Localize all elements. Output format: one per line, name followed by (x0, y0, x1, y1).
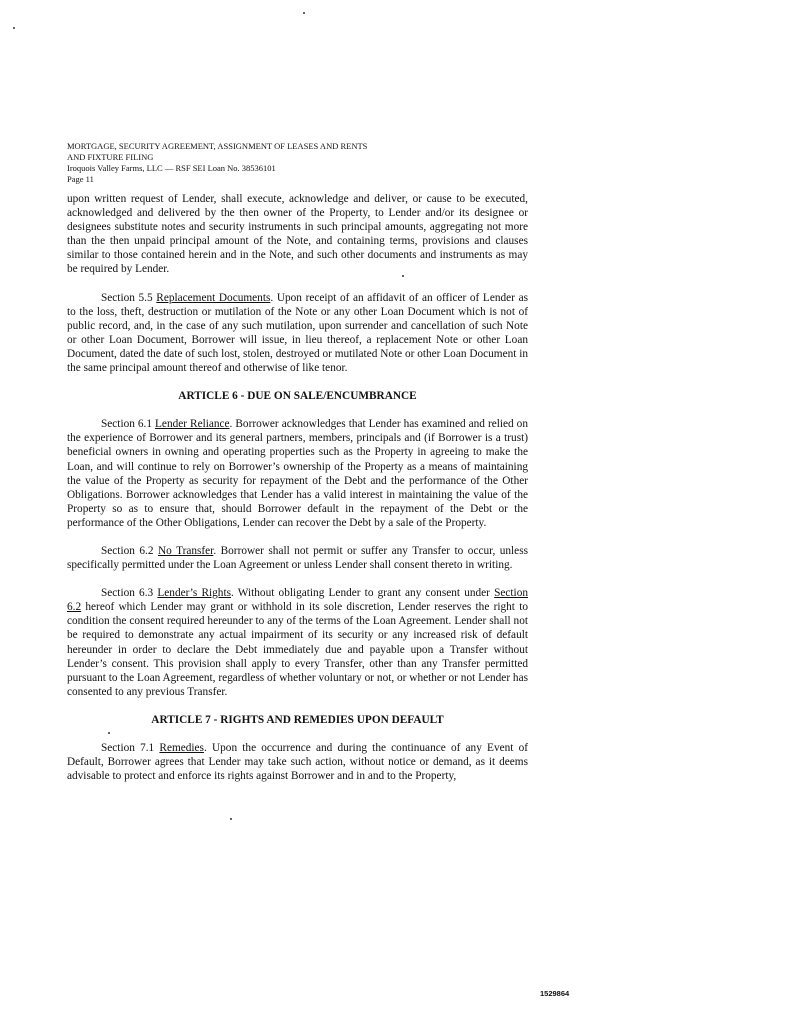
section-5-5-paragraph: Section 5.5 Replacement Documents. Upon receipt of an affidavit of an officer of Lender as to the loss, theft, destruction or mutilation of the Note or any other Loan Document which is not of public record, and, in the case of any such mutilation, upon surrender and cancellation of such Note or other Loan Document, Borrower will issue, in lieu thereof, a replacement Note or other Loan Document, dated the date of such lost, stolen, destroyed or mutilated Note or other Loan Document in the same principal amount thereof and otherwise of like tenor. (67, 291, 528, 375)
section-text: Borrower shall not permit or suffer any Transfer to occur, unless specifically permitted under the Loan Agreement or unless Lender shall consent thereto in writing. (67, 544, 528, 572)
section-text: hereof which Lender may grant or withhold in its sole discretion, Lender reserves the right to condition the consent required hereunder to any of the terms of the Loan Agreement. Lender shall not be required to demonstrate any actual impairment of its security or any increased risk of default hereunder in order to declare the Debt immediately due and payable upon a Transfer without Lender’s consent. This provision shall apply to every Transfer, other than any Transfer permitted pursuant to the Loan Agreement, regardless of whether voluntary or not, or whether or not Lender has consented to any previous Transfer. (67, 601, 528, 698)
section-6-1-paragraph: Section 6.1 Lender Reliance. Borrower acknowledges that Lender has examined and relied on the experience of Borrower and its general partners, members, principals and (if Borrower is a trust) beneficial owners in owning and operating properties such as the Property in agreeing to make the Loan, and will continue to rely on Borrower’s ownership of the Property as a means of maintaining the value of the Property as security for repayment of the Debt and the performance of the Other Obligations. Borrower acknowledges that Lender has a valid interest in maintaining the value of the Property so as to ensure that, should Borrower default in the repayment of the Debt or the performance of the Other Obligations, Lender can recover the Debt by a sale of the Property. (67, 418, 528, 529)
header-subtitle-line: AND FIXTURE FILING (67, 152, 154, 162)
section-number: Section 6.2 (101, 544, 154, 557)
scan-speck (13, 27, 15, 29)
section-title: Lender’s Rights (157, 587, 231, 600)
article-7-heading: ARTICLE 7 - RIGHTS AND REMEDIES UPON DEFAULT (151, 713, 444, 726)
article-6-heading: ARTICLE 6 - DUE ON SALE/ENCUMBRANCE (178, 390, 417, 403)
scan-speck (303, 12, 305, 14)
section-6-2-paragraph: Section 6.2 No Transfer. Borrower shall not permit or suffer any Transfer to occur, unless specifically permitted under the Loan Agreement or unless Lender shall consent thereto in writing. (67, 544, 528, 572)
document-body (67, 192, 528, 783)
section-title: Lender Reliance (155, 418, 230, 431)
document-id: 1529864 (540, 989, 570, 998)
section-6-3-paragraph: Section 6.3 Lender’s Rights. Without obligating Lender to grant any consent under Section 6.2 hereof which Lender may grant or withhold in its sole discretion, Lender reserves the right to condition the consent required hereunder to any of the terms of the Loan Agreement. Lender shall not be required to demonstrate any actual impairment of its security or any increased risk of default hereunder in order to declare the Debt immediately due and payable upon a Transfer without Lender’s consent. This provision shall apply to every Transfer, other than any Transfer permitted pursuant to the Loan Agreement, regardless of whether voluntary or not, or whether or not Lender has consented to any previous Transfer. (67, 587, 528, 698)
section-text: Borrower acknowledges that Lender has examined and relied on the experience of Borrower and its general partners, members, principals and (if Borrower is a trust) beneficial owners in owning and operating properties such as the Property in agreeing to make the Loan, and will continue to rely on Borrower’s ownership of the Property as a means of maintaining the value of the Property as security for repayment of the Debt and the performance of the Other Obligations. Borrower acknowledges that Lender has a valid interest in maintaining the value of the Property so as to ensure that, should Borrower default in the repayment of the Debt or the performance of the Other Obligations, Lender can recover the Debt by a sale of the Property. (67, 418, 528, 529)
section-reference: Section 6.2 (67, 587, 528, 614)
section-title: Replacement Documents (156, 291, 271, 304)
section-7-1-paragraph: Section 7.1 Remedies. Upon the occurrence and during the continuance of any Event of Default, Borrower agrees that Lender may take such action, without notice or demand, as it deems advisable to protect and enforce its rights against Borrower and in and to the Property, (67, 742, 528, 783)
page-header (67, 141, 367, 185)
continuation-paragraph: upon written request of Lender, shall execute, acknowledge and deliver, or cause to be executed, acknowledged and delivered by the then owner of the Property, to Lender and/or its designee or designees substitute notes and security instruments in such principal amounts, aggregating not more than the then unpaid principal amount of the Note, and containing terms, provisions and clauses similar to those contained herein and in the Note, and such other documents and instruments as may be required by Lender. (67, 193, 528, 276)
header-title-line: MORTGAGE, SECURITY AGREEMENT, ASSIGNMENT OF LEASES AND RENTS (67, 141, 368, 151)
section-title: No Transfer (157, 544, 214, 557)
section-number: Section 6.3 (101, 587, 154, 600)
section-text: Upon the occurrence and during the continuance of any Event of Default, Borrower agrees that Lender may take such action, without notice or demand, as it deems advisable to protect and enforce its rights against Borrower and in and to the Property, (67, 742, 528, 783)
section-number: Section 6.1 (101, 418, 153, 431)
scan-speck (230, 818, 232, 820)
section-text: Without obligating Lender to grant any consent under (237, 587, 490, 600)
section-number: Section 7.1 (101, 742, 155, 754)
header-loan-line: Iroquois Valley Farms, LLC — RSF SEI Loan No. 38536101 (67, 163, 276, 173)
header-page-number: Page 11 (67, 174, 94, 184)
section-title: Remedies (159, 742, 204, 754)
section-number: Section 5.5 (101, 291, 153, 304)
section-text: Upon receipt of an affidavit of an officer of Lender as to the loss, theft, destruction or mutilation of the Note or any other Loan Document which is not of public record, and, in the case of any such mutilation, upon surrender and cancellation of such Note or other Loan Document, Borrower will issue, in lieu thereof, a replacement Note or other Loan Document, dated the date of such lost, stolen, destroyed or mutilated Note or other Loan Document in the same principal amount thereof and otherwise of like tenor. (67, 291, 528, 375)
